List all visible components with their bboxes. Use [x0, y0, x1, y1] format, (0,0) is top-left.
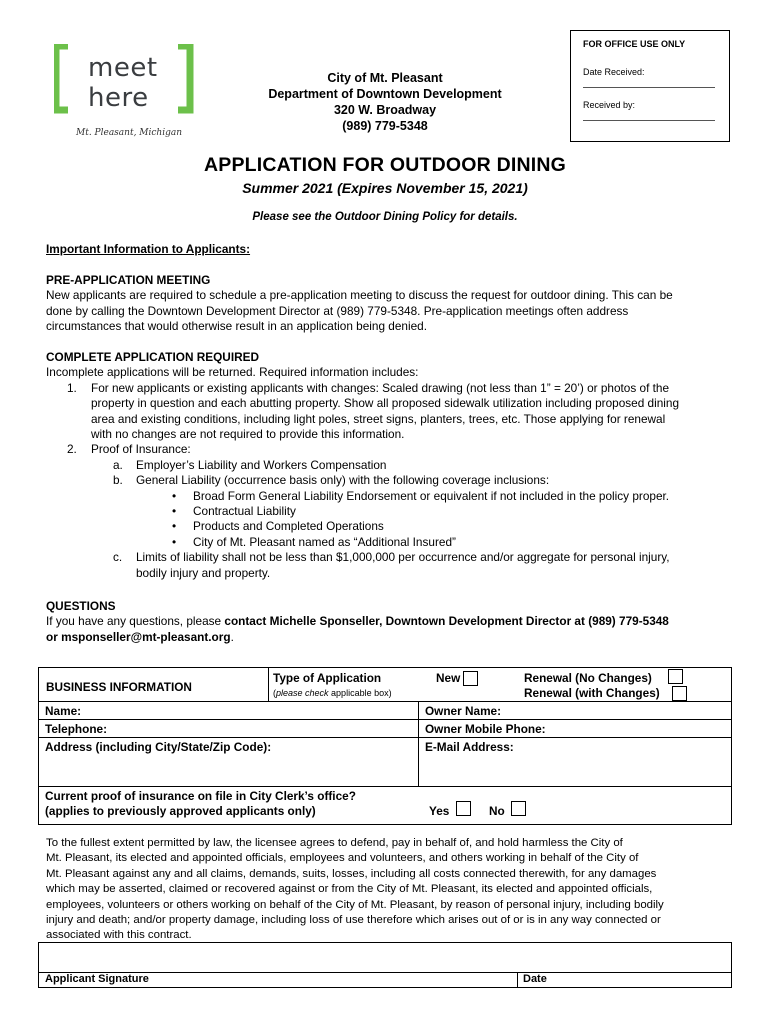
questions-line-2: [46, 630, 736, 645]
received-by-label: Received by:: [583, 100, 636, 110]
address-line-city: City of Mt. Pleasant: [327, 71, 443, 85]
hint-rest: applicable box): [328, 688, 392, 698]
questions-intro: If you have any questions, please: [46, 614, 225, 629]
page-title: APPLICATION FOR OUTDOOR DINING: [203, 154, 567, 176]
complete-application-intro: Incomplete applications will be returned. Required information includes:: [46, 365, 419, 380]
questions-heading: QUESTIONS: [46, 599, 116, 613]
new-checkbox[interactable]: [463, 671, 478, 686]
pre-application-heading: PRE-APPLICATION MEETING: [46, 273, 211, 287]
signature-col-divider: [517, 972, 518, 987]
bullet-text: Contractual Liability: [193, 504, 296, 519]
sub-item-b: [46, 473, 736, 488]
questions-section: [46, 599, 736, 645]
form-row-divider: [39, 719, 731, 720]
important-heading-text: Important Information to Applicants:: [46, 242, 251, 256]
legal-line-5: employees, volunteers or others working on behalf of the City of Mt. Pleasant, by reason of personal injury, including bodily: [46, 898, 664, 911]
list-item-2: [46, 442, 736, 457]
type-of-application-label: Type of Application: [273, 671, 382, 685]
see-policy-note: Please see the Outdoor Dining Policy for details.: [252, 211, 518, 223]
sub-item-a-text: Employer’s Liability and Workers Compensation: [136, 457, 387, 472]
address-line-department: Department of Downtown Development: [268, 87, 502, 101]
form-col-divider: [418, 701, 419, 786]
address-line-phone: (989) 779-5348: [342, 119, 428, 133]
bullet-icon: •: [172, 504, 177, 519]
no-checkbox[interactable]: [511, 801, 526, 816]
renewal-with-changes-checkbox[interactable]: [672, 686, 687, 701]
insurance-proof-note: (applies to previously approved applicants only): [45, 804, 316, 818]
list-item-2-number: 2.: [67, 442, 77, 457]
bullet-text: Products and Completed Operations: [193, 519, 384, 534]
bullet-item: [46, 489, 736, 504]
hint-please-check: please check: [276, 688, 329, 698]
questions-line-1: [46, 614, 736, 629]
sub-item-a-letter: a.: [113, 457, 123, 472]
pre-application-section: [46, 273, 736, 335]
questions-email-link[interactable]: or msponseller@mt-pleasant.org: [46, 629, 231, 644]
form-col-divider: [268, 668, 269, 701]
date-field[interactable]: Date: [523, 973, 547, 985]
list-item-1-line-2: property in question and each abutting property. Show all proposed sidewalk utilization including proposed dining: [91, 396, 680, 411]
sub-item-c-line-2: bodily injury and property.: [136, 565, 271, 580]
owner-mobile-field[interactable]: Owner Mobile Phone:: [425, 722, 546, 736]
office-use-title: FOR OFFICE USE ONLY: [583, 39, 686, 49]
meet-here-logo: [54, 44, 196, 140]
legal-line-1: To the fullest extent permitted by law, the licensee agrees to defend, pay in behalf of, and hold harmless the City of: [46, 837, 623, 849]
bullet-icon: •: [172, 534, 177, 549]
page-subtitle: Summer 2021 (Expires November 15, 2021): [242, 180, 528, 196]
bullet-icon: •: [172, 519, 177, 534]
form-row-divider: [39, 786, 731, 787]
bullet-text: City of Mt. Pleasant named as “Additional Insured”: [193, 534, 456, 549]
email-field[interactable]: E-Mail Address:: [425, 740, 514, 754]
business-information-label: BUSINESS INFORMATION: [46, 680, 192, 694]
legal-line-4: which may be asserted, claimed or recovered against or from the City of Mt. Pleasant, its elected and appointed officials,: [46, 883, 653, 896]
signature-box: [38, 942, 732, 988]
legal-line-2: Mt. Pleasant, its elected and appointed officials, employees and volunteers, and others working in behalf of the City of: [46, 852, 639, 865]
sub-item-c-letter: c.: [113, 550, 123, 565]
sub-item-b-text: General Liability (occurrence basis only) with the following coverage inclusions:: [136, 473, 550, 488]
bullet-text: Broad Form General Liability Endorsement or equivalent if not included in the policy proper.: [193, 488, 670, 503]
hint-open-paren: (: [273, 688, 276, 698]
bullet-item: [46, 535, 736, 550]
yes-label: Yes: [429, 804, 450, 818]
pre-application-line-3: circumstances that would otherwise result in an application being denied.: [46, 319, 427, 334]
questions-period: .: [230, 629, 234, 644]
bullet-item: [46, 519, 736, 534]
address-field[interactable]: Address (including City/State/Zip Code):: [45, 740, 272, 754]
renewal-with-changes-label: Renewal (with Changes): [524, 686, 660, 700]
name-field[interactable]: Name:: [45, 704, 82, 718]
department-address: [230, 70, 540, 134]
address-line-street: 320 W. Broadway: [333, 103, 437, 117]
form-row-divider: [39, 701, 731, 702]
legal-line-6: injury and death; and/or property damage, including loss of use therefore which arises out of or is in any way connected or: [46, 914, 661, 927]
sub-item-b-letter: b.: [113, 473, 123, 488]
logo-word-meet: meet: [88, 53, 158, 83]
list-item-2-text: Proof of Insurance:: [91, 442, 191, 457]
bullet-icon: •: [172, 488, 177, 503]
important-heading: [46, 242, 736, 257]
sub-item-c-line-1: Limits of liability shall not be less than $1,000,000 per occurrence and/or aggregate for personal injury,: [136, 550, 670, 565]
yes-checkbox[interactable]: [456, 801, 471, 816]
new-label: New: [436, 671, 461, 685]
list-item-1: [46, 381, 736, 443]
date-received-line[interactable]: [583, 87, 715, 88]
business-information-form: [38, 667, 732, 825]
indemnification-paragraph: [46, 836, 732, 944]
type-of-application-hint: [273, 688, 392, 698]
date-received-label: Date Received:: [583, 67, 645, 77]
list-item-1-line-3: area and existing conditions, including light poles, street signs, planters, trees, etc. Those applying for renewal: [91, 411, 666, 426]
renewal-no-changes-label: Renewal (No Changes): [524, 671, 652, 685]
complete-application-section: [46, 350, 736, 581]
no-label: No: [489, 804, 505, 818]
applicant-signature-field[interactable]: Applicant Signature: [45, 973, 149, 985]
list-item-1-number: 1.: [67, 380, 77, 395]
questions-contact: contact Michelle Sponseller, Downtown Development Director at (989) 779-5348: [224, 614, 669, 629]
pre-application-line-2: done by calling the Downtown Development Director at (989) 779-5348. Pre-application meetings often address: [46, 303, 629, 318]
received-by-line[interactable]: [583, 120, 715, 121]
sub-item-c: [46, 550, 736, 581]
bullet-item: [46, 504, 736, 519]
owner-name-field[interactable]: Owner Name:: [425, 704, 502, 718]
logo-tagline: Mt. Pleasant, Michigan: [76, 128, 183, 138]
list-item-1-line-1: For new applicants or existing applicants with changes: Scaled drawing (not less than 1” = 20’) or photos of the: [91, 380, 670, 395]
list-item-1-line-4: with no changes are not required to provide this information.: [91, 427, 405, 442]
office-use-box: [570, 30, 730, 142]
pre-application-line-1: New applicants are required to schedule a pre-application meeting to discuss the request for outdoor dining. This can be: [46, 288, 673, 303]
legal-line-3: Mt. Pleasant against any and all claims, demands, suits, losses, including all costs connected therewith, for any damages: [46, 867, 657, 880]
insurance-proof-question: Current proof of insurance on file in City Clerk’s office?: [45, 789, 356, 803]
legal-line-7: associated with this contract.: [46, 929, 192, 942]
logo-word-here: here: [88, 83, 149, 113]
telephone-field[interactable]: Telephone:: [45, 722, 108, 736]
renewal-no-changes-checkbox[interactable]: [668, 669, 683, 684]
form-row-divider: [39, 737, 731, 738]
sub-item-a: [46, 458, 736, 473]
complete-application-heading: COMPLETE APPLICATION REQUIRED: [46, 350, 260, 364]
